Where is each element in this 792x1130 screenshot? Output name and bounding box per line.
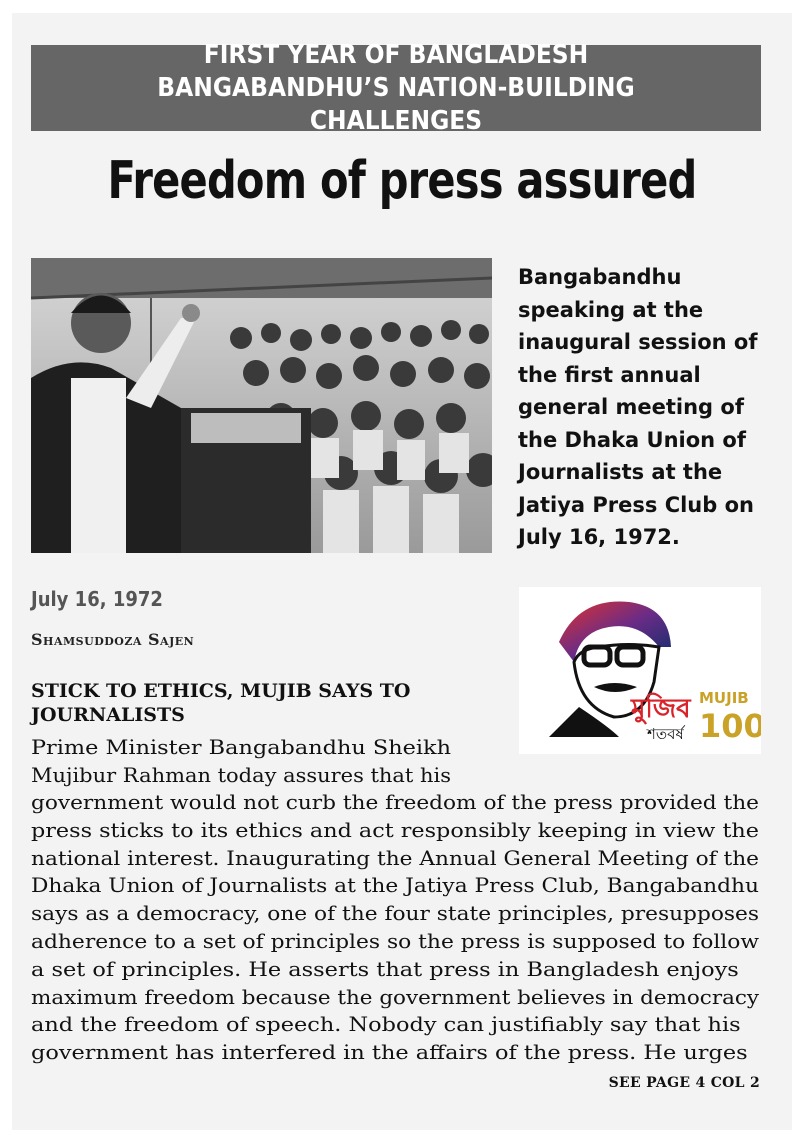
- banner-line-2: BANGABANDHU’S NATION-BUILDING CHALLENGES: [157, 72, 635, 136]
- logo-bangla-subtext: শতবর্ষ: [647, 725, 684, 743]
- article-body-narrow: [31, 734, 501, 790]
- newspaper-page: [12, 13, 792, 1130]
- logo-100-text: 100: [699, 707, 761, 745]
- dateline: July 16, 1972: [31, 587, 163, 611]
- body-line: Mujibur Rahman today assures that his: [31, 763, 451, 787]
- banner-line-1: FIRST YEAR OF BANGLADESH: [203, 39, 589, 70]
- logo-mujib-text: MUJIB: [699, 689, 749, 707]
- body-line: a set of principles. He asserts that press in Bangladesh enjoys: [31, 957, 739, 981]
- mujib-100-logo-graphic: [519, 587, 761, 754]
- historical-photo: [31, 258, 492, 553]
- body-line: press sticks to its ethics and act responsibly keeping in view the: [31, 818, 759, 842]
- section-banner: [31, 39, 761, 136]
- photo-caption: Bangabandhu speaking at the inaugural session of the first annual general meeting of the Dhaka Union of Journalists at the Jatiya Press Club on July 16, 1972.: [518, 265, 758, 549]
- speech-photo-illustration: [31, 258, 492, 553]
- mujib-100-logo: [519, 587, 761, 754]
- body-line: Dhaka Union of Journalists at the Jatiya Press Club, Bangabandhu: [31, 874, 759, 898]
- byline: Shamsuddoza Sajen: [31, 630, 195, 649]
- article-subhead: STICK TO ETHICS, MUJIB SAYS TO JOURNALISTS: [31, 680, 411, 726]
- article-body: [31, 789, 771, 1067]
- logo-bangla-text: মুজিব: [631, 694, 691, 724]
- body-line: Prime Minister Bangabandhu Sheikh: [31, 736, 451, 759]
- body-line: maximum freedom because the government believes in democracy: [31, 985, 759, 1009]
- body-line: says as a democracy, one of the four state principles, presupposes: [31, 902, 760, 926]
- body-line: government has interfered in the affairs of the press. He urges: [31, 1041, 748, 1065]
- body-line: adherence to a set of principles so the press is supposed to follow: [31, 929, 759, 953]
- continued-jump-line: SEE PAGE 4 COL 2: [608, 1075, 760, 1091]
- body-line: government would not curb the freedom of the press provided the: [31, 791, 759, 814]
- headline: Freedom of press assured: [107, 151, 697, 211]
- body-line: national interest. Inaugurating the Annual General Meeting of the: [31, 846, 760, 870]
- body-line: and the freedom of speech. Nobody can justifiably say that his: [31, 1013, 741, 1037]
